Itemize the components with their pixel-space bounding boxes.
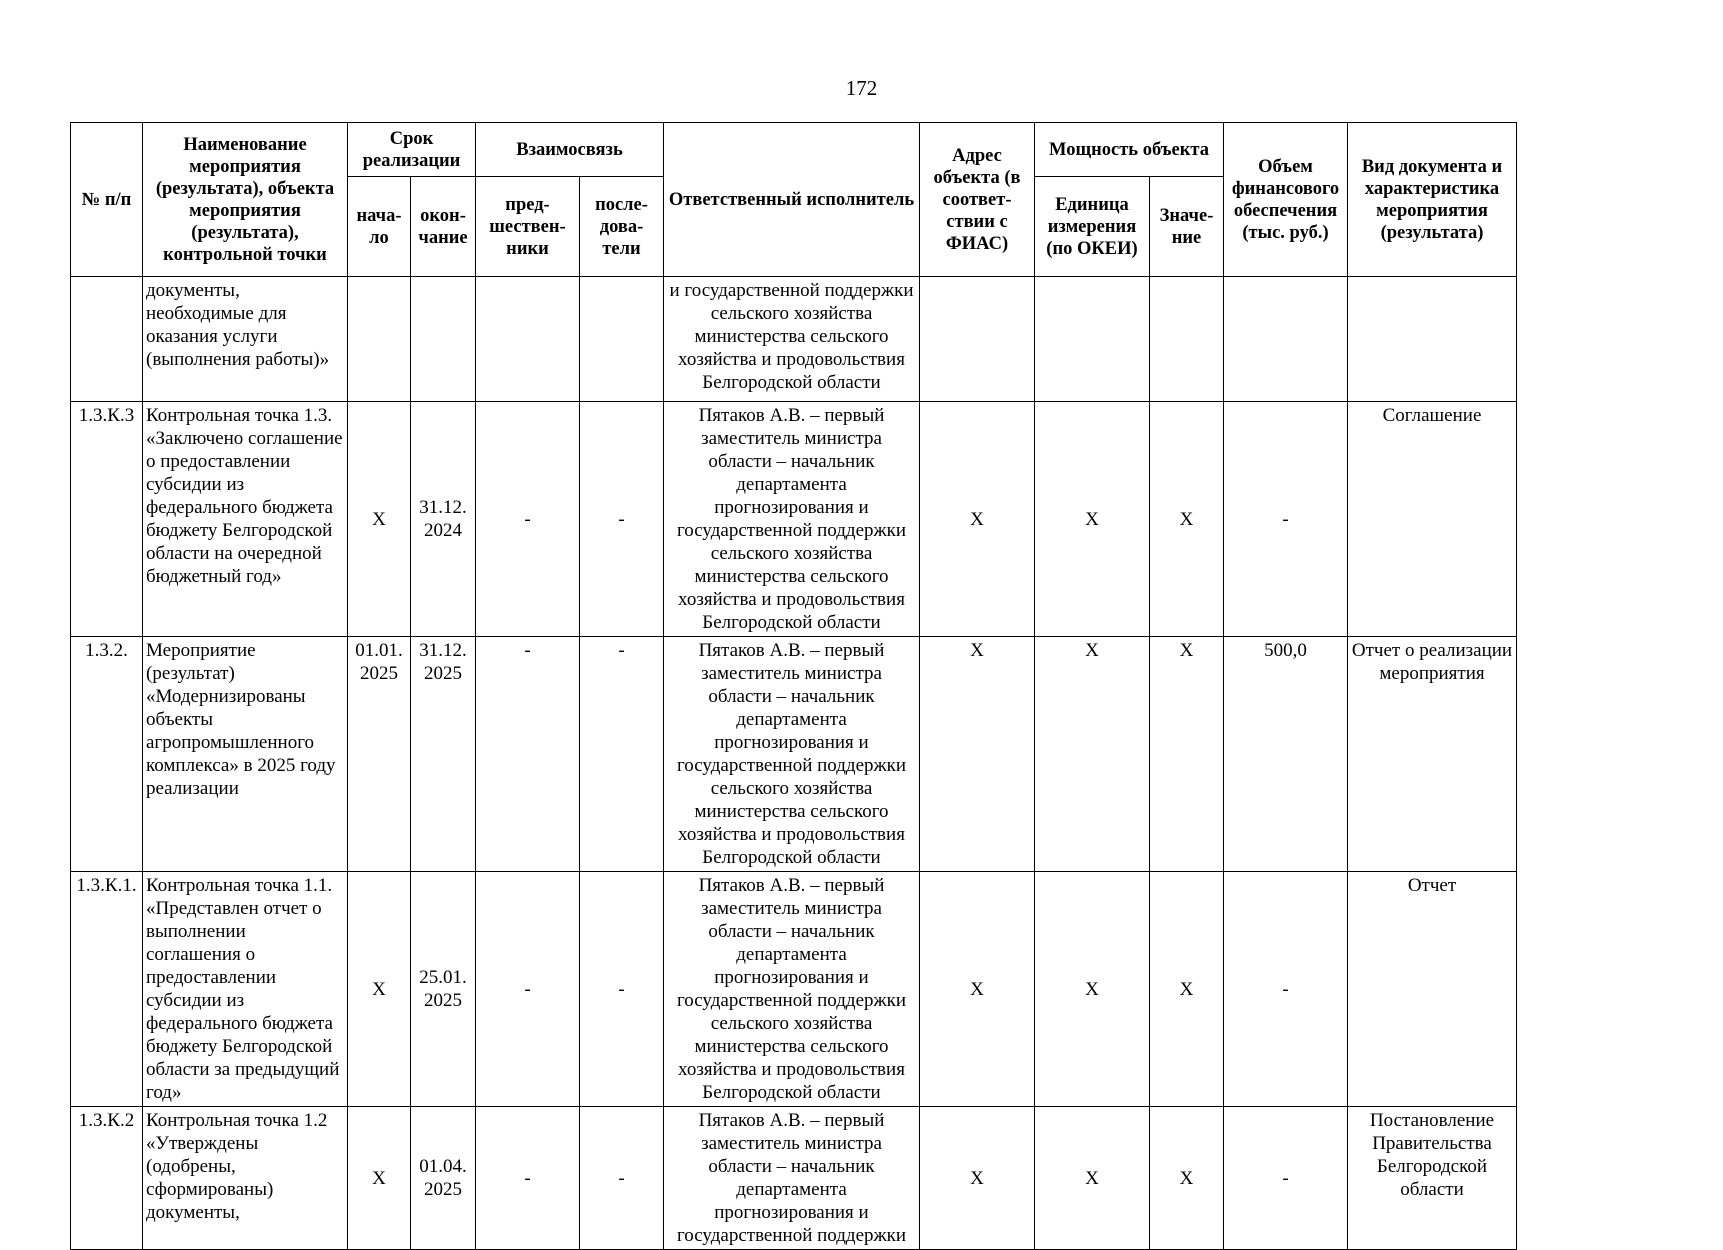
row-succ — [580, 277, 664, 402]
table-row — [71, 1107, 1517, 1250]
row-name: Контрольная точка 1.3. «Заключено соглашение о предоставлении субсидии из федерального бюджета бюджету Белгородской области на очередной бюджетный год» — [143, 402, 348, 637]
row-name: Мероприятие (результат) «Модернизированы объекты агропромышленного комплекса» в 2025 году реализации — [143, 637, 348, 872]
row-doc: Отчет о реализации мероприятия — [1348, 637, 1517, 872]
row-unit: X — [1035, 872, 1150, 1107]
row-succ: - — [580, 872, 664, 1107]
row-pred — [476, 277, 580, 402]
row-start: X — [348, 1107, 411, 1250]
row-name: документы, необходимые для оказания услуги (выполнения работы)» — [143, 277, 348, 402]
row-pred: - — [476, 872, 580, 1107]
row-unit: X — [1035, 1107, 1150, 1250]
row-pred: - — [476, 1107, 580, 1250]
header-unit: Единица измерения (по ОКЕИ) — [1035, 177, 1150, 277]
header-relation: Взаимосвязь — [476, 123, 664, 177]
row-doc: Постановление Правительства Белгородской области — [1348, 1107, 1517, 1250]
row-num: 1.3.К.2 — [71, 1107, 143, 1250]
table-row — [71, 277, 1517, 402]
header-end: окон-чание — [411, 177, 476, 277]
row-succ: - — [580, 1107, 664, 1250]
table-row — [71, 402, 1517, 637]
row-volume: - — [1224, 1107, 1348, 1250]
row-value: X — [1150, 637, 1224, 872]
row-doc: Соглашение — [1348, 402, 1517, 637]
row-volume — [1224, 277, 1348, 402]
row-value: X — [1150, 872, 1224, 1107]
row-num: 1.3.2. — [71, 637, 143, 872]
header-period: Срок реализации — [348, 123, 476, 177]
row-responsible: Пятаков А.В. – первый заместитель министра области – начальник департамента прогнозирования и государственной поддержки — [664, 1107, 920, 1250]
row-value: X — [1150, 402, 1224, 637]
row-start: 01.01. 2025 — [348, 637, 411, 872]
row-num: 1.3.К.1. — [71, 872, 143, 1107]
header-name: Наименование мероприятия (результата), объекта мероприятия (результата), контрольной точки — [143, 123, 348, 277]
header-capacity: Мощность объекта — [1035, 123, 1224, 177]
row-end: 31.12. 2025 — [411, 637, 476, 872]
header-num: № п/п — [71, 123, 143, 277]
row-responsible: Пятаков А.В. – первый заместитель министра области – начальник департамента прогнозирования и государственной поддержки сельского хозяйства министерства сельского хозяйства и продовольствия Белгородской области — [664, 637, 920, 872]
row-responsible: Пятаков А.В. – первый заместитель министра области – начальник департамента прогнозирования и государственной поддержки сельского хозяйства министерства сельского хозяйства и продовольствия Белгородской области — [664, 402, 920, 637]
header-predecessors: пред-шествен-ники — [476, 177, 580, 277]
row-unit: X — [1035, 402, 1150, 637]
row-address — [920, 277, 1035, 402]
header-start: нача-ло — [348, 177, 411, 277]
row-succ: - — [580, 637, 664, 872]
row-start: X — [348, 402, 411, 637]
page-number: 172 — [845, 76, 878, 100]
row-address: X — [920, 402, 1035, 637]
row-responsible: Пятаков А.В. – первый заместитель министра области – начальник департамента прогнозирования и государственной поддержки сельского хозяйства министерства сельского хозяйства и продовольствия Белгородской области — [664, 872, 920, 1107]
row-value: X — [1150, 1107, 1224, 1250]
table-row — [71, 872, 1517, 1107]
row-start: X — [348, 872, 411, 1107]
row-succ: - — [580, 402, 664, 637]
row-doc — [1348, 277, 1517, 402]
plan-table — [70, 122, 1517, 1250]
header-volume: Объем финансового обеспечения (тыс. руб.) — [1224, 123, 1348, 277]
row-volume: - — [1224, 402, 1348, 637]
row-address: X — [920, 872, 1035, 1107]
row-responsible: и государственной поддержки сельского хозяйства министерства сельского хозяйства и продовольствия Белгородской области — [664, 277, 920, 402]
row-unit: X — [1035, 637, 1150, 872]
row-volume: 500,0 — [1224, 637, 1348, 872]
row-num: 1.3.К.3 — [71, 402, 143, 637]
row-name: Контрольная точка 1.1. «Представлен отчет о выполнении соглашения о предоставлении субсидии из федерального бюджета бюджету Белгородской области за предыдущий год» — [143, 872, 348, 1107]
row-num — [71, 277, 143, 402]
row-start — [348, 277, 411, 402]
row-name: Контрольная точка 1.2 «Утверждены (одобрены, сформированы) документы, — [143, 1107, 348, 1250]
row-end: 31.12. 2024 — [411, 402, 476, 637]
header-address: Адрес объекта (в соответ-ствии с ФИАС) — [920, 123, 1035, 277]
row-address: X — [920, 637, 1035, 872]
row-volume: - — [1224, 872, 1348, 1107]
row-pred: - — [476, 637, 580, 872]
table-row — [71, 637, 1517, 872]
row-doc: Отчет — [1348, 872, 1517, 1107]
header-responsible: Ответственный исполнитель — [664, 123, 920, 277]
row-pred: - — [476, 402, 580, 637]
row-end — [411, 277, 476, 402]
row-value — [1150, 277, 1224, 402]
header-doc-type: Вид документа и характеристика мероприятия (результата) — [1348, 123, 1517, 277]
header-value: Значе-ние — [1150, 177, 1224, 277]
row-end: 01.04. 2025 — [411, 1107, 476, 1250]
row-unit — [1035, 277, 1150, 402]
header-successors: после-дова-тели — [580, 177, 664, 277]
row-end: 25.01. 2025 — [411, 872, 476, 1107]
row-address: X — [920, 1107, 1035, 1250]
